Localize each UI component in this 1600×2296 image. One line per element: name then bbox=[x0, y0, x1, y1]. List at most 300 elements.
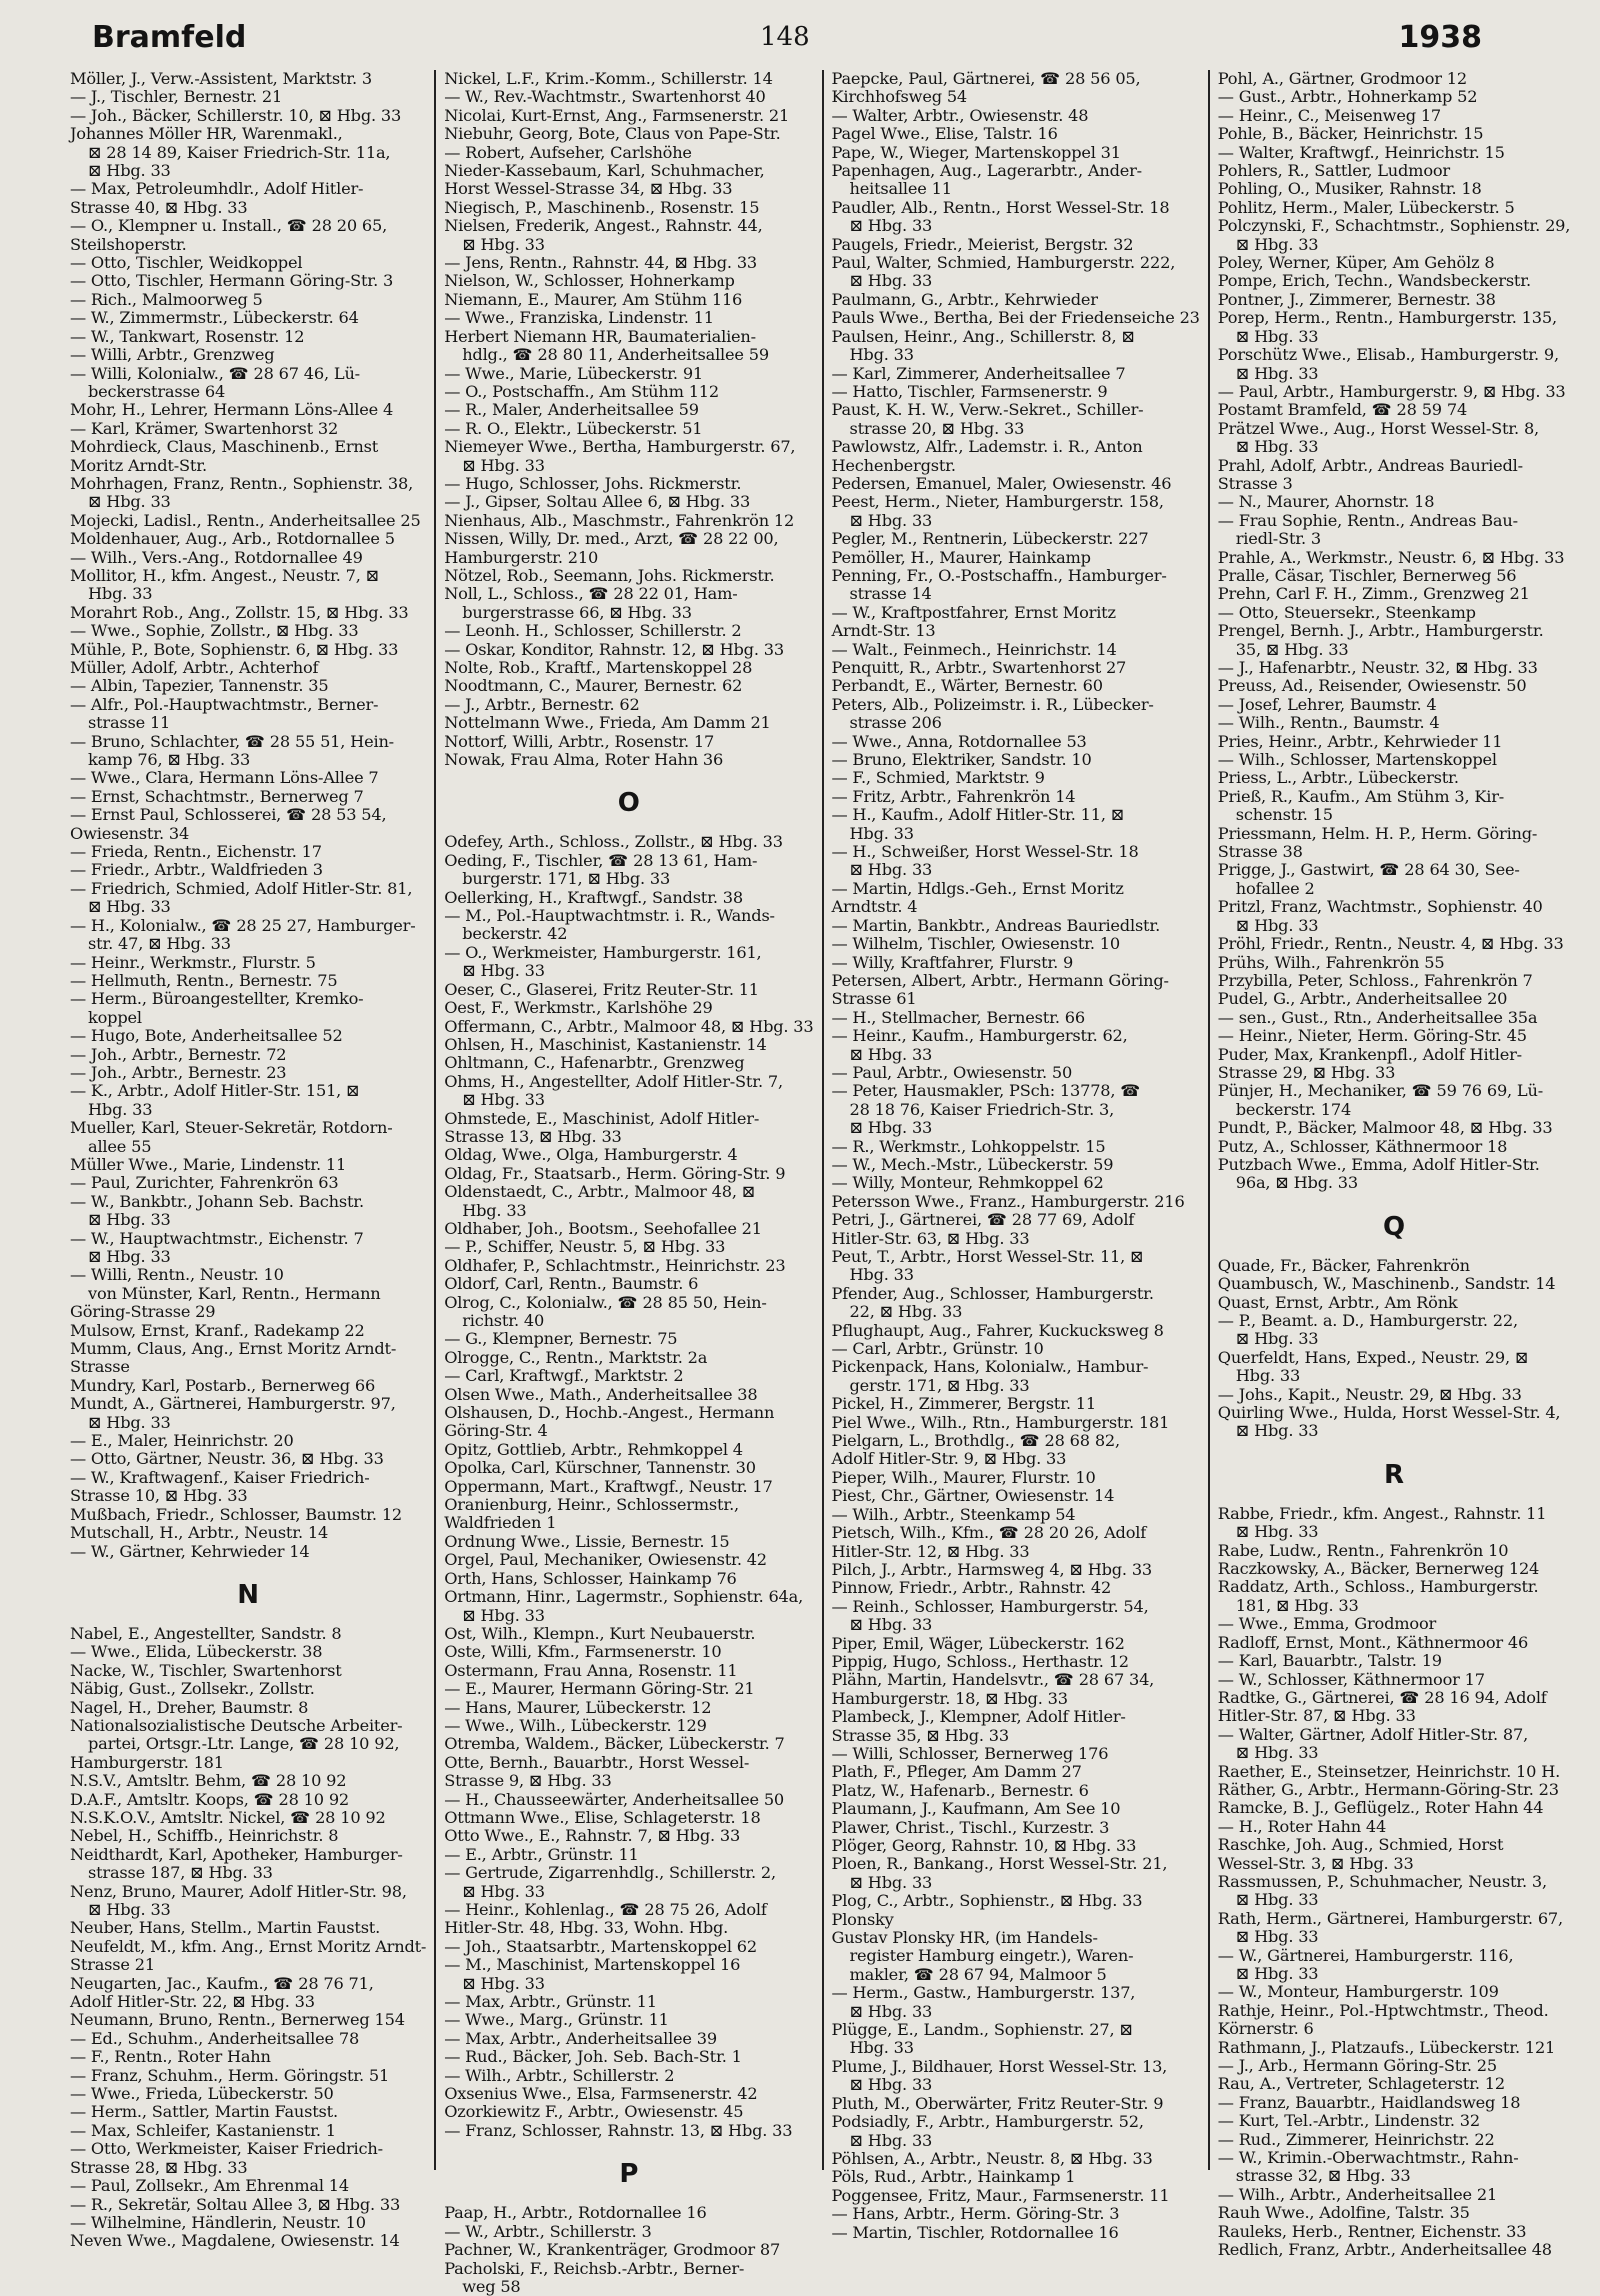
directory-entry: Hbg. 33 bbox=[88, 584, 153, 604]
directory-entry: Oest, F., Werkmstr., Karlshöhe 29 bbox=[444, 998, 713, 1018]
directory-entry: Pompe, Erich, Techn., Wandsbeckerstr. bbox=[1217, 271, 1531, 291]
directory-entry: Steilshoperstr. bbox=[70, 234, 187, 254]
directory-entry: Plambeck, J., Klempner, Adolf Hitler- bbox=[831, 1707, 1126, 1727]
directory-entry: — P., Beamt. a. D., Hamburgerstr. 22, bbox=[1217, 1311, 1518, 1330]
directory-entry: Raczkowsky, A., Bäcker, Bernerweg 124 bbox=[1217, 1559, 1540, 1579]
directory-entry: — Max, Schleifer, Kastanienstr. 1 bbox=[70, 2120, 336, 2140]
directory-entry: — Wwe., Wilh., Lübeckerstr. 129 bbox=[444, 1715, 707, 1735]
directory-entry: Priess, L., Arbtr., Lübeckerstr. bbox=[1217, 768, 1459, 788]
directory-entry: Nienhaus, Alb., Maschmstr., Fahrenkrön 12 bbox=[444, 510, 795, 530]
directory-entry: ⊠ Hbg. 33 bbox=[462, 961, 545, 981]
directory-entry: Noll, L., Schloss., ☎ 28 22 01, Ham- bbox=[444, 584, 738, 604]
directory-entry: Moldenhauer, Aug., Arb., Rotdornallee 5 bbox=[70, 529, 395, 549]
directory-entry: Hbg. 33 bbox=[849, 345, 914, 365]
directory-entry: von Münster, Karl, Rentn., Hermann bbox=[88, 1283, 381, 1303]
directory-entry: ⊠ Hbg. 33 bbox=[849, 1118, 933, 1138]
directory-entry: Nagel, H., Dreher, Baumstr. 8 bbox=[70, 1697, 309, 1717]
directory-entry: riedl-Str. 3 bbox=[1235, 529, 1322, 549]
directory-entry: Ohltmann, C., Hafenarbtr., Grenzweg bbox=[444, 1053, 745, 1073]
directory-entry: Rathje, Heinr., Pol.-Hptwchtmstr., Theod. bbox=[1217, 2000, 1549, 2020]
directory-entry: Möller, J., Verw.-Assistent, Marktstr. 3 bbox=[70, 69, 372, 88]
directory-entry: Strasse 21 bbox=[70, 1955, 155, 1975]
directory-entry: koppel bbox=[88, 1007, 142, 1027]
directory-entry: — Heinr., Kaufm., Hamburgerstr. 62, bbox=[831, 1026, 1128, 1046]
directory-entry: — Kurt, Tel.-Arbtr., Lindenstr. 32 bbox=[1217, 2111, 1480, 2131]
directory-entry: Oldag, Wwe., Olga, Hamburgerstr. 4 bbox=[444, 1145, 738, 1165]
directory-entry: — Paul, Zurichter, Fahrenkrön 63 bbox=[70, 1173, 339, 1193]
directory-entry: ⊠ Hbg. 33 bbox=[1235, 1890, 1319, 1910]
directory-entry: Ozorkiewitz F., Arbtr., Owiesenstr. 45 bbox=[444, 2102, 744, 2122]
directory-entry: Porschütz Wwe., Elisab., Hamburgerstr. 9, bbox=[1217, 345, 1559, 365]
directory-entry: ⊠ Hbg. 33 bbox=[849, 1044, 933, 1064]
directory-entry: Pundt, P., Bäcker, Malmoor 48, ⊠ Hbg. 33 bbox=[1217, 1118, 1553, 1138]
directory-entry: Rabe, Ludw., Rentn., Fahrenkrön 10 bbox=[1217, 1540, 1509, 1560]
directory-entry: Strasse 10, ⊠ Hbg. 33 bbox=[70, 1486, 248, 1506]
directory-entry: N.S.V., Amtsltr. Behm, ☎ 28 10 92 bbox=[70, 1771, 347, 1791]
entries-n2 bbox=[444, 70, 813, 769]
directory-entry: Hitler-Str. 12, ⊠ Hbg. 33 bbox=[831, 1541, 1030, 1561]
directory-entry: Mumm, Claus, Ang., Ernst Moritz Arndt- bbox=[70, 1339, 397, 1359]
directory-entry: — H., Kaufm., Adolf Hitler-Str. 11, ⊠ bbox=[831, 805, 1125, 825]
directory-entry: — Franz, Bauarbtr., Haidlandsweg 18 bbox=[1217, 2092, 1521, 2112]
directory-entry: Olshausen, D., Hochb.-Angest., Hermann bbox=[444, 1403, 775, 1423]
directory-entry: ⊠ Hbg. 33 bbox=[88, 1900, 171, 1919]
directory-entry: — O., Werkmeister, Hamburgerstr. 161, bbox=[444, 942, 762, 962]
directory-entry: Mühle, P., Bote, Sophienstr. 6, ⊠ Hbg. 33 bbox=[70, 639, 399, 659]
directory-entry: Mohr, H., Lehrer, Hermann Löns-Allee 4 bbox=[70, 400, 394, 420]
directory-entry: — H., Chausseewärter, Anderheitsallee 50 bbox=[444, 1789, 785, 1809]
directory-entry: weg 58 bbox=[462, 2276, 521, 2296]
directory-entry: ⊠ Hbg. 33 bbox=[849, 860, 933, 880]
directory-entry: — Leonh. H., Schlosser, Schillerstr. 2 bbox=[444, 621, 742, 641]
directory-entry: Podsiadly, F., Arbtr., Hamburgerstr. 52, bbox=[831, 2112, 1144, 2132]
directory-entry: — Wwe., Franziska, Lindenstr. 11 bbox=[444, 308, 714, 328]
directory-entry: Pachner, W., Krankenträger, Grodmoor 87 bbox=[444, 2240, 781, 2260]
directory-entry: Pauls Wwe., Bertha, Bei der Friedenseiche 23 bbox=[831, 308, 1200, 328]
directory-entry: ⊠ Hbg. 33 bbox=[1235, 1522, 1319, 1542]
directory-entry: Olrog, C., Kolonialw., ☎ 28 85 50, Hein- bbox=[444, 1292, 767, 1312]
directory-entry: Göring-Str. 4 bbox=[444, 1421, 548, 1441]
directory-entry: Pedersen, Emanuel, Maler, Owiesenstr. 46 bbox=[831, 473, 1172, 493]
directory-entry: — Carl, Arbtr., Grünstr. 10 bbox=[831, 1339, 1044, 1359]
directory-entry: — Otto, Werkmeister, Kaiser Friedrich- bbox=[70, 2139, 383, 2159]
directory-entry: Mundt, A., Gärtnerei, Hamburgerstr. 97, bbox=[70, 1394, 396, 1414]
directory-entry: Oranienburg, Heinr., Schlossermstr., bbox=[444, 1495, 739, 1515]
directory-entry: — W., Hauptwachtmstr., Eichenstr. 7 bbox=[70, 1228, 364, 1248]
directory-entry: — H., Stellmacher, Bernestr. 66 bbox=[831, 1007, 1085, 1027]
directory-entry: — Walter, Arbtr., Owiesenstr. 48 bbox=[831, 105, 1089, 125]
directory-entry: — Otto, Tischler, Weidkoppel bbox=[70, 253, 303, 273]
directory-entry: ⊠ Hbg. 33 bbox=[88, 897, 171, 917]
directory-entry: — H., Roter Hahn 44 bbox=[1217, 1816, 1387, 1836]
directory-entry: — Karl, Krämer, Swartenhorst 32 bbox=[70, 418, 339, 438]
directory-entry: Offermann, C., Arbtr., Malmoor 48, ⊠ Hbg. 33 bbox=[444, 1016, 814, 1036]
directory-entry: ⊠ Hbg. 33 bbox=[462, 1605, 545, 1625]
directory-entry: Ost, Wilh., Klempn., Kurt Neubauerstr. bbox=[444, 1623, 756, 1643]
directory-entry: Mohrdieck, Claus, Maschinenb., Ernst bbox=[70, 437, 379, 457]
directory-entry: ⊠ Hbg. 33 bbox=[1235, 1743, 1319, 1763]
directory-entry: Otto Wwe., E., Rahnstr. 7, ⊠ Hbg. 33 bbox=[444, 1826, 741, 1846]
header-page-number: 148 bbox=[760, 22, 810, 52]
directory-entry: — R., Sekretär, Soltau Allee 3, ⊠ Hbg. 33 bbox=[70, 2194, 401, 2214]
directory-entry: str. 47, ⊠ Hbg. 33 bbox=[88, 934, 231, 954]
directory-entry: Strasse 28, ⊠ Hbg. 33 bbox=[70, 2157, 248, 2177]
directory-entry: Pinnow, Friedr., Arbtr., Rahnstr. 42 bbox=[831, 1578, 1112, 1598]
directory-entry: — Frieda, Rentn., Eichenstr. 17 bbox=[70, 842, 322, 862]
directory-entry: Nielsen, Frederik, Angest., Rahnstr. 44, bbox=[444, 216, 763, 236]
directory-entry: Neumann, Bruno, Rentn., Bernerweg 154 bbox=[70, 2010, 405, 2030]
directory-entry: Pielgarn, L., Brothdlg., ☎ 28 68 82, bbox=[831, 1431, 1120, 1451]
directory-entry: Ordnung Wwe., Lissie, Bernestr. 15 bbox=[444, 1531, 730, 1551]
directory-entry: — Jens, Rentn., Rahnstr. 44, ⊠ Hbg. 33 bbox=[444, 253, 758, 273]
directory-entry: — Franz, Schlosser, Rahnstr. 13, ⊠ Hbg. 33 bbox=[444, 2120, 793, 2140]
directory-entry: — G., Klempner, Bernestr. 75 bbox=[444, 1329, 678, 1349]
directory-entry: — Paul, Zollsekr., Am Ehrenmal 14 bbox=[70, 2176, 349, 2196]
directory-entry: — Rud., Zimmerer, Heinrichstr. 22 bbox=[1217, 2129, 1495, 2149]
directory-entry: — Peter, Hausmakler, PSch: 13778, ☎ bbox=[831, 1081, 1141, 1101]
directory-entry: Prühs, Wilh., Fahrenkrön 55 bbox=[1217, 952, 1445, 972]
directory-entry: 22, ⊠ Hbg. 33 bbox=[849, 1302, 963, 1322]
directory-entry: Ramcke, B. J., Geflügelz., Roter Hahn 44 bbox=[1217, 1798, 1544, 1818]
directory-entry: Neuber, Hans, Stellm., Martin Faustst. bbox=[70, 1918, 381, 1938]
directory-entry: — Bruno, Schlachter, ☎ 28 55 51, Hein- bbox=[70, 731, 394, 751]
directory-entry: Hbg. 33 bbox=[1235, 1366, 1301, 1386]
directory-entry: — Max, Petroleumhdlr., Adolf Hitler- bbox=[70, 179, 364, 199]
directory-entry: — M., Maschinist, Martenskoppel 16 bbox=[444, 1955, 741, 1975]
directory-entry: ⊠ Hbg. 33 bbox=[1235, 234, 1319, 254]
directory-entry: — Wwe., Clara, Hermann Löns-Allee 7 bbox=[70, 768, 379, 788]
header-place: Bramfeld bbox=[92, 20, 247, 55]
directory-entry: Hamburgerstr. 18, ⊠ Hbg. 33 bbox=[831, 1688, 1068, 1708]
directory-entry: ⊠ Hbg. 33 bbox=[849, 1615, 933, 1635]
directory-entry: Raether, E., Steinsetzer, Heinrichstr. 10 H. bbox=[1217, 1761, 1561, 1781]
directory-entry: Papenhagen, Aug., Lagerarbtr., Ander- bbox=[831, 161, 1142, 181]
directory-entry: Perbandt, E., Wärter, Bernestr. 60 bbox=[831, 676, 1103, 696]
directory-entry: — Karl, Bauarbtr., Talstr. 19 bbox=[1217, 1651, 1442, 1671]
directory-entry: — W., Mech.-Mstr., Lübeckerstr. 59 bbox=[831, 1154, 1114, 1174]
directory-entry: Müller Wwe., Marie, Lindenstr. 11 bbox=[70, 1154, 347, 1174]
directory-entry: Pritzl, Franz, Wachtmstr., Sophienstr. 40 bbox=[1217, 897, 1543, 917]
directory-entry: ⊠ Hbg. 33 bbox=[1235, 1421, 1319, 1441]
directory-entry: — P., Schiffer, Neustr. 5, ⊠ Hbg. 33 bbox=[444, 1237, 726, 1257]
directory-entry: Arndtstr. 4 bbox=[831, 897, 918, 917]
directory-entry: Paul, Walter, Schmied, Hamburgerstr. 222, bbox=[831, 253, 1176, 273]
header-year: 1938 bbox=[1398, 20, 1482, 55]
directory-entry: Körnerstr. 6 bbox=[1217, 2019, 1314, 2039]
directory-entry: — J., Hafenarbtr., Neustr. 32, ⊠ Hbg. 33 bbox=[1217, 658, 1538, 677]
directory-entry: Paugels, Friedr., Meierist, Bergstr. 32 bbox=[831, 234, 1134, 254]
directory-entry: — Wwe., Marg., Grünstr. 11 bbox=[444, 2010, 669, 2030]
directory-entry: Ostermann, Frau Anna, Rosenstr. 11 bbox=[444, 1660, 738, 1680]
directory-entry: ⊠ Hbg. 33 bbox=[462, 455, 545, 475]
directory-entry: kamp 76, ⊠ Hbg. 33 bbox=[88, 750, 251, 770]
directory-entry: ⊠ Hbg. 33 bbox=[849, 271, 933, 291]
directory-entry: Rath, Herm., Gärtnerei, Hamburgerstr. 67, bbox=[1217, 1908, 1563, 1928]
directory-entry: Oeser, C., Glaserei, Fritz Reuter-Str. 11 bbox=[444, 979, 759, 999]
section-heading-p: P bbox=[619, 2159, 639, 2190]
directory-entry: Redlich, Franz, Arbtr., Anderheitsallee 48 bbox=[1217, 2240, 1552, 2260]
directory-entry: Petri, J., Gärtnerei, ☎ 28 77 69, Adolf bbox=[831, 1210, 1135, 1230]
directory-entry: Plügge, E., Landm., Sophienstr. 27, ⊠ bbox=[831, 2020, 1133, 2040]
directory-entry: Adolf Hitler-Str. 9, ⊠ Hbg. 33 bbox=[831, 1449, 1067, 1469]
directory-entry: — W., Rev.-Wachtmstr., Swartenhorst 40 bbox=[444, 87, 766, 107]
directory-entry: beckerstrasse 64 bbox=[88, 381, 226, 401]
directory-entry: — Alfr., Pol.-Hauptwachtmstr., Berner- bbox=[70, 694, 379, 714]
directory-entry: Niemann, E., Maurer, Am Stühm 116 bbox=[444, 289, 743, 309]
directory-entry: — Martin, Hdlgs.-Geh., Ernst Moritz bbox=[831, 878, 1124, 898]
directory-entry: — W., Schlosser, Käthnermoor 17 bbox=[1217, 1669, 1485, 1689]
directory-entry: Radloff, Ernst, Mont., Käthnermoor 46 bbox=[1217, 1632, 1529, 1652]
directory-entry: — W., Bankbtr., Johann Seb. Bachstr. bbox=[70, 1191, 365, 1211]
directory-entry: — Max, Arbtr., Grünstr. 11 bbox=[444, 1992, 657, 2012]
directory-entry: — W., Arbtr., Schillerstr. 3 bbox=[444, 2221, 652, 2241]
directory-entry: Neven Wwe., Magdalene, Owiesenstr. 14 bbox=[70, 2231, 400, 2251]
directory-entry: Nielson, W., Schlosser, Hohnerkamp bbox=[444, 271, 735, 291]
directory-entry: Quade, Fr., Bäcker, Fahrenkrön bbox=[1217, 1255, 1470, 1275]
directory-entry: — Ed., Schuhm., Anderheitsallee 78 bbox=[70, 2028, 360, 2048]
directory-entry: — W., Gärtnerei, Hamburgerstr. 116, bbox=[1217, 1945, 1514, 1965]
directory-entry: Paulmann, G., Arbtr., Kehrwieder bbox=[831, 289, 1098, 309]
directory-entry: burgerstrasse 66, ⊠ Hbg. 33 bbox=[462, 602, 692, 622]
directory-entry: Pickel, H., Zimmerer, Bergstr. 11 bbox=[831, 1394, 1096, 1414]
directory-entry: — Hatto, Tischler, Farmsenerstr. 9 bbox=[831, 381, 1108, 401]
directory-entry: richstr. 40 bbox=[462, 1311, 545, 1330]
directory-entry: Pickenpack, Hans, Kolonialw., Hambur- bbox=[831, 1357, 1149, 1377]
directory-entry: — Frau Sophie, Rentn., Andreas Bau- bbox=[1217, 510, 1518, 530]
directory-entry: 35, ⊠ Hbg. 33 bbox=[1235, 639, 1349, 659]
directory-entry: — E., Maler, Heinrichstr. 20 bbox=[70, 1431, 294, 1451]
directory-entry: — E., Maurer, Hermann Göring-Str. 21 bbox=[444, 1679, 755, 1699]
directory-entry: — Joh., Bäcker, Schillerstr. 10, ⊠ Hbg. 33 bbox=[70, 105, 402, 125]
directory-entry: Strasse 29, ⊠ Hbg. 33 bbox=[1217, 1062, 1396, 1082]
directory-entry: — Hugo, Bote, Anderheitsallee 52 bbox=[70, 1026, 343, 1046]
directory-entry: — R. O., Elektr., Lübeckerstr. 51 bbox=[444, 418, 703, 438]
directory-entry: — Hans, Arbtr., Herm. Göring-Str. 3 bbox=[831, 2204, 1120, 2224]
directory-entry: ⊠ Hbg. 33 bbox=[849, 2075, 933, 2095]
directory-entry: Putzbach Wwe., Emma, Adolf Hitler-Str. bbox=[1217, 1154, 1540, 1174]
directory-entry: Prigge, J., Gastwirt, ☎ 28 64 30, See- bbox=[1217, 860, 1520, 880]
directory-entry: — Joh., Arbtr., Bernestr. 72 bbox=[70, 1044, 287, 1064]
directory-entry: Nötzel, Rob., Seemann, Johs. Rickmerstr. bbox=[444, 565, 775, 585]
directory-entry: makler, ☎ 28 67 94, Malmoor 5 bbox=[849, 1964, 1107, 1984]
directory-entry: Rabbe, Friedr., kfm. Angest., Rahnstr. 11 bbox=[1217, 1503, 1547, 1523]
page-header bbox=[0, 20, 1600, 60]
directory-entry: Plume, J., Bildhauer, Horst Wessel-Str. 13, bbox=[831, 2056, 1168, 2076]
directory-entry: Strasse 35, ⊠ Hbg. 33 bbox=[831, 1725, 1009, 1745]
directory-entry: Pöls, Rud., Arbtr., Hainkamp 1 bbox=[831, 2167, 1076, 2187]
directory-entry: — Carl, Kraftwgf., Marktstr. 2 bbox=[444, 1366, 684, 1386]
directory-entry: — Otto, Tischler, Hermann Göring-Str. 3 bbox=[70, 271, 394, 291]
directory-entry: Paudler, Alb., Rentn., Horst Wessel-Str. 18 bbox=[831, 197, 1170, 217]
directory-entry: ⊠ Hbg. 33 bbox=[462, 1973, 545, 1993]
directory-entry: Hamburgerstr. 181 bbox=[70, 1752, 224, 1772]
directory-entry: Strasse 3 bbox=[1217, 473, 1293, 493]
directory-entry: Hechenbergstr. bbox=[831, 455, 956, 475]
directory-entry: — Heinr., Nieter, Herm. Göring-Str. 45 bbox=[1217, 1026, 1527, 1046]
directory-entry: Poley, Werner, Küper, Am Gehölz 8 bbox=[1217, 253, 1495, 273]
directory-entry: Prehn, Carl F. H., Zimm., Grenzweg 21 bbox=[1217, 584, 1530, 604]
directory-entry: — Wwe., Frieda, Lübeckerstr. 50 bbox=[70, 2084, 334, 2104]
directory-entry: Plähn, Martin, Handelsvtr., ☎ 28 67 34, bbox=[831, 1670, 1155, 1690]
directory-entry: Neugarten, Jac., Kaufm., ☎ 28 76 71, bbox=[70, 1973, 374, 1993]
directory-entry: Gustav Plonsky HR, (im Handels- bbox=[831, 1928, 1098, 1948]
directory-entry: Putz, A., Schlosser, Käthnermoor 18 bbox=[1217, 1136, 1508, 1156]
directory-entry: Pudel, G., Arbtr., Anderheitsallee 20 bbox=[1217, 989, 1508, 1009]
directory-entry: — Ernst, Schachtmstr., Bernerweg 7 bbox=[70, 786, 364, 806]
directory-entry: Nabel, E., Angestellter, Sandstr. 8 bbox=[70, 1623, 342, 1643]
directory-entry: — Josef, Lehrer, Baumstr. 4 bbox=[1217, 694, 1437, 714]
section-heading-r: R bbox=[1383, 1459, 1404, 1490]
directory-entry: Oellerking, H., Kraftwgf., Sandstr. 38 bbox=[444, 887, 743, 907]
directory-entry: Piest, Chr., Gärtner, Owiesenstr. 14 bbox=[831, 1486, 1115, 1506]
directory-entry: ⊠ Hbg. 33 bbox=[1235, 363, 1319, 383]
directory-entry: — Wwe., Elida, Lübeckerstr. 38 bbox=[70, 1642, 323, 1662]
directory-entry: Nolte, Rob., Kraftf., Martenskoppel 28 bbox=[444, 658, 753, 677]
directory-entry: — Walt., Feinmech., Heinrichstr. 14 bbox=[831, 639, 1117, 659]
directory-entry: — W., Gärtner, Kehrwieder 14 bbox=[70, 1541, 310, 1561]
directory-entry: Wessel-Str. 3, ⊠ Hbg. 33 bbox=[1217, 1853, 1414, 1873]
directory-entry: Rauh Wwe., Adolfine, Talstr. 35 bbox=[1217, 2203, 1470, 2223]
directory-entry: — Otto, Steuersekr., Steenkamp bbox=[1217, 602, 1476, 622]
directory-entry: schenstr. 15 bbox=[1235, 805, 1333, 825]
directory-entry: Platz, W., Hafenarb., Bernestr. 6 bbox=[831, 1780, 1089, 1800]
directory-entry: — Heinr., Kohlenlag., ☎ 28 75 26, Adolf bbox=[444, 1900, 767, 1919]
section-heading-q: Q bbox=[1382, 1211, 1406, 1242]
directory-entry: — R., Maler, Anderheitsallee 59 bbox=[444, 400, 699, 420]
directory-entry: ⊠ Hbg. 33 bbox=[849, 510, 933, 530]
directory-entry: — Herm., Büroangestellter, Kremko- bbox=[70, 989, 364, 1009]
directory-entry: Ohlsen, H., Maschinist, Kastanienstr. 14 bbox=[444, 1034, 767, 1054]
directory-entry: ⊠ Hbg. 33 bbox=[849, 2130, 933, 2150]
directory-entry: N.S.K.O.V., Amtsltr. Nickel, ☎ 28 10 92 bbox=[70, 1807, 386, 1827]
directory-entry: Orgel, Paul, Mechaniker, Owiesenstr. 42 bbox=[444, 1550, 767, 1570]
directory-entry: Pflughaupt, Aug., Fahrer, Kuckucksweg 8 bbox=[831, 1320, 1164, 1340]
directory-entry: Pohle, B., Bäcker, Heinrichstr. 15 bbox=[1217, 124, 1484, 144]
directory-entry: — Willy, Kraftfahrer, Flurstr. 9 bbox=[831, 952, 1074, 972]
directory-entry: Pilch, J., Arbtr., Harmsweg 4, ⊠ Hbg. 33 bbox=[831, 1559, 1153, 1579]
directory-entry: ⊠ Hbg. 33 bbox=[462, 1090, 545, 1110]
directory-entry: Strasse 61 bbox=[831, 989, 917, 1009]
directory-entry: — Joh., Staatsarbtr., Martenskoppel 62 bbox=[444, 1936, 757, 1956]
directory-entry: — Rud., Bäcker, Joh. Seb. Bach-Str. 1 bbox=[444, 2047, 742, 2067]
directory-entry: Neidthardt, Karl, Apotheker, Hamburger- bbox=[70, 1844, 403, 1864]
directory-entry: Nebel, H., Schiffb., Heinrichstr. 8 bbox=[70, 1826, 339, 1846]
directory-entry: — Albin, Tapezier, Tannenstr. 35 bbox=[70, 676, 329, 696]
entries-p2 bbox=[832, 70, 1200, 2242]
directory-entry: Olsen Wwe., Math., Anderheitsallee 38 bbox=[444, 1384, 758, 1404]
directory-entry: Ottmann Wwe., Elise, Schlageterstr. 18 bbox=[444, 1807, 761, 1827]
directory-entry: Orth, Hans, Schlosser, Hainkamp 76 bbox=[444, 1568, 737, 1588]
directory-entry: — Bruno, Elektriker, Sandstr. 10 bbox=[831, 750, 1092, 770]
directory-entry: Pluth, M., Oberwärter, Fritz Reuter-Str. 9 bbox=[831, 2093, 1164, 2113]
directory-entry: — Willi, Schlosser, Bernerweg 176 bbox=[831, 1743, 1109, 1763]
directory-entry: 181, ⊠ Hbg. 33 bbox=[1235, 1595, 1359, 1615]
directory-entry: — Friedr., Arbtr., Waldfrieden 3 bbox=[70, 860, 323, 880]
directory-entry: Nicolai, Kurt-Ernst, Ang., Farmsenerstr. 21 bbox=[444, 105, 790, 125]
entries-o bbox=[444, 833, 813, 2140]
directory-entry: Puder, Max, Krankenpfl., Adolf Hitler- bbox=[1217, 1044, 1522, 1064]
directory-entry: Polczynski, F., Schachtmstr., Sophienstr. 29, bbox=[1217, 216, 1571, 236]
directory-entry: Strasse 13, ⊠ Hbg. 33 bbox=[444, 1126, 622, 1146]
directory-entry: — W., Zimmermstr., Lübeckerstr. 64 bbox=[70, 308, 359, 328]
directory-entry: Müller, Adolf, Arbtr., Achterhof bbox=[70, 658, 319, 677]
directory-entry: Hitler-Str. 48, Hbg. 33, Wohn. Hbg. bbox=[444, 1918, 729, 1938]
directory-entry: ⊠ Hbg. 33 bbox=[849, 1872, 933, 1892]
directory-entry: Niemeyer Wwe., Bertha, Hamburgerstr. 67, bbox=[444, 437, 796, 457]
entries-n bbox=[70, 1625, 426, 2251]
directory-entry: Rau, A., Vertreter, Schlageterstr. 12 bbox=[1217, 2074, 1505, 2094]
directory-entry: — F., Rentn., Roter Hahn bbox=[70, 2047, 271, 2067]
directory-entry: Pohlitz, Herm., Maler, Lübeckerstr. 5 bbox=[1217, 197, 1515, 217]
directory-entry: Pröhl, Friedr., Rentn., Neustr. 4, ⊠ Hbg. 33 bbox=[1217, 934, 1564, 954]
directory-entry: — Joh., Arbtr., Bernestr. 23 bbox=[70, 1062, 287, 1082]
directory-entry: 28 18 76, Kaiser Friedrich-Str. 3, bbox=[849, 1099, 1115, 1119]
directory-entry: — Paul, Arbtr., Hamburgerstr. 9, ⊠ Hbg. 33 bbox=[1217, 381, 1566, 401]
directory-entry: Ohmstede, E., Maschinist, Adolf Hitler- bbox=[444, 1108, 760, 1128]
directory-entry: register Hamburg eingetr.), Waren- bbox=[849, 1946, 1134, 1966]
directory-entry: Pontner, J., Zimmerer, Bernestr. 38 bbox=[1217, 289, 1496, 309]
directory-entry: — J., Gipser, Soltau Allee 6, ⊠ Hbg. 33 bbox=[444, 492, 751, 512]
directory-entry: Näbig, Gust., Zollsekr., Zollstr. bbox=[70, 1679, 315, 1699]
directory-entry: Waldfrieden 1 bbox=[444, 1513, 557, 1533]
directory-entry: Ploen, R., Bankang., Horst Wessel-Str. 21, bbox=[831, 1854, 1168, 1874]
directory-entry: Rassmussen, P., Schuhmacher, Neustr. 3, bbox=[1217, 1871, 1547, 1891]
directory-entry: Hbg. 33 bbox=[849, 2038, 914, 2058]
directory-entry: Hamburgerstr. 210 bbox=[444, 547, 599, 567]
directory-entry: Mundry, Karl, Postarb., Bernerweg 66 bbox=[70, 1375, 376, 1395]
directory-entry: Pünjer, H., Mechaniker, ☎ 59 76 69, Lü- bbox=[1217, 1081, 1543, 1101]
directory-entry: Oldag, Fr., Staatsarb., Herm. Göring-Str. 9 bbox=[444, 1163, 786, 1183]
directory-entry: Nottorf, Willi, Arbtr., Rosenstr. 17 bbox=[444, 731, 715, 751]
directory-entry: Strasse bbox=[70, 1357, 130, 1377]
directory-entry: Plöger, Georg, Rahnstr. 10, ⊠ Hbg. 33 bbox=[831, 1836, 1137, 1855]
directory-entry: — Wilh., Vers.-Ang., Rotdornallee 49 bbox=[70, 547, 363, 567]
entries-q bbox=[1218, 1257, 1570, 1441]
directory-entry: Mollitor, H., kfm. Angest., Neustr. 7, ⊠ bbox=[70, 565, 380, 585]
directory-entry: Pöhlsen, A., Arbtr., Neustr. 8, ⊠ Hbg. 33 bbox=[831, 2148, 1153, 2168]
directory-entry: — F., Schmied, Marktstr. 9 bbox=[831, 768, 1045, 788]
directory-entry: — Willi, Rentn., Neustr. 10 bbox=[70, 1265, 284, 1285]
directory-entry: Raschke, Joh. Aug., Schmied, Horst bbox=[1217, 1835, 1504, 1855]
directory-entry: Nissen, Willy, Dr. med., Arzt, ☎ 28 22 00, bbox=[444, 529, 779, 549]
directory-entry: strasse 32, ⊠ Hbg. 33 bbox=[1235, 2166, 1411, 2186]
directory-entry: ⊠ Hbg. 33 bbox=[1235, 1927, 1319, 1947]
directory-entry: — Otto, Gärtner, Neustr. 36, ⊠ Hbg. 33 bbox=[70, 1449, 384, 1469]
directory-entry: — Gertrude, Zigarrenhdlg., Schillerstr. 2, bbox=[444, 1863, 776, 1883]
directory-entry: strasse 187, ⊠ Hbg. 33 bbox=[88, 1863, 273, 1883]
section-heading-o: O bbox=[617, 788, 640, 819]
directory-entry: ⊠ Hbg. 33 bbox=[462, 1881, 545, 1901]
directory-entry: — Wilhelmine, Händlerin, Neustr. 10 bbox=[70, 2212, 366, 2232]
directory-entry: — Johs., Kapit., Neustr. 29, ⊠ Hbg. 33 bbox=[1217, 1384, 1522, 1404]
directory-entry: Pegler, M., Rentnerin, Lübeckerstr. 227 bbox=[831, 529, 1149, 549]
directory-entry: Prahle, A., Werkmstr., Neustr. 6, ⊠ Hbg. 33 bbox=[1217, 547, 1565, 567]
directory-entry: ⊠ Hbg. 33 bbox=[1235, 437, 1319, 457]
directory-entry: — K., Arbtr., Adolf Hitler-Str. 151, ⊠ bbox=[70, 1081, 360, 1101]
directory-entry: — Hellmuth, Rentn., Bernestr. 75 bbox=[70, 970, 338, 990]
directory-entry: Johannes Möller HR, Warenmakl., bbox=[70, 124, 343, 144]
directory-entry: Querfeldt, Hans, Exped., Neustr. 29, ⊠ bbox=[1217, 1347, 1529, 1367]
directory-entry: Nottelmann Wwe., Frieda, Am Damm 21 bbox=[444, 713, 771, 733]
directory-entry: — Wilh., Arbtr., Anderheitsallee 21 bbox=[1217, 2184, 1498, 2204]
directory-entry: ⊠ Hbg. 33 bbox=[1235, 1329, 1319, 1349]
directory-entry: Paust, K. H. W., Verw.-Sekret., Schiller- bbox=[831, 400, 1144, 420]
directory-entry: ⊠ Hbg. 33 bbox=[1235, 1964, 1319, 1983]
directory-entry: ⊠ Hbg. 33 bbox=[1235, 326, 1319, 346]
directory-entry: Kirchhofsweg 54 bbox=[831, 87, 968, 107]
directory-entry: Nenz, Bruno, Maurer, Adolf Hitler-Str. 98, bbox=[70, 1881, 407, 1901]
directory-entry: — W., Kraftpostfahrer, Ernst Moritz bbox=[831, 602, 1116, 622]
